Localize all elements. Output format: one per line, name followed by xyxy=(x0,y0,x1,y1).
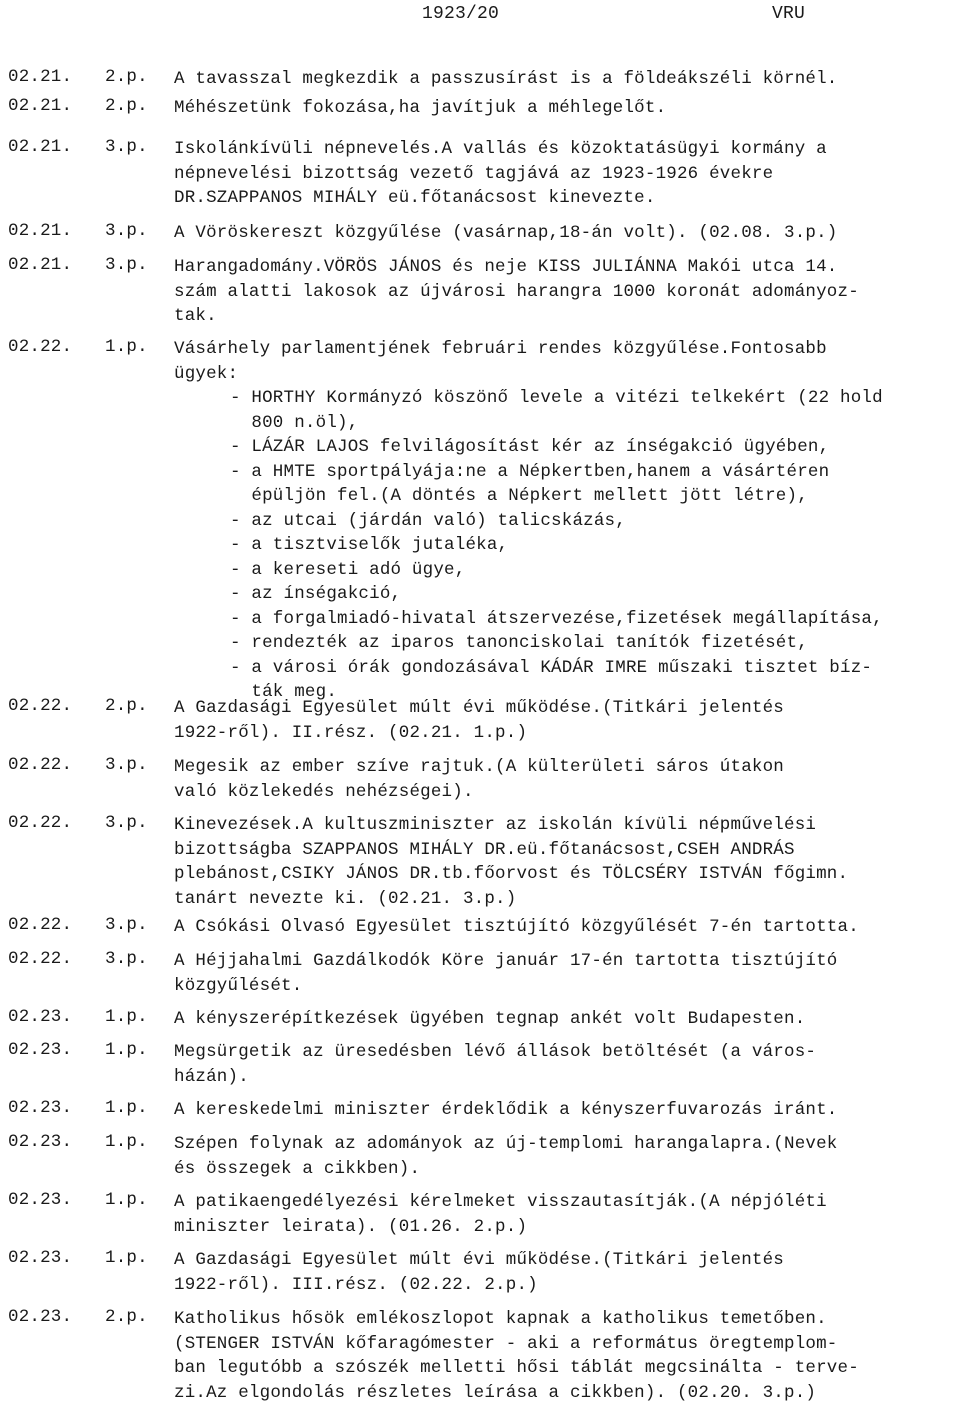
entry-line: tak. xyxy=(174,304,960,329)
entry-line: A kényszerépítkezések ügyében tegnap ankét volt Budapesten. xyxy=(174,1007,960,1032)
entry-date: 02.23. xyxy=(8,1040,72,1060)
entry-text xyxy=(174,96,960,121)
entry-text xyxy=(174,813,960,911)
entry-text xyxy=(174,1248,960,1297)
entry-page: 1.p. xyxy=(105,1190,148,1210)
entry-page: 2.p. xyxy=(105,696,148,716)
entry-text xyxy=(174,1040,960,1089)
entry-date: 02.22. xyxy=(8,337,72,357)
entry-line: Kinevezések.A kultuszminiszter az iskolán kívüli népművelési xyxy=(174,813,960,838)
entry-date: 02.21. xyxy=(8,96,72,116)
agenda-item: - LÁZÁR LAJOS felvilágosítást kér az ínségakció ügyében, xyxy=(174,435,960,460)
entry-page: 1.p. xyxy=(105,1040,148,1060)
entry-line: ban legutóbb a szószék melletti hősi táblát megcsinálta - terve- xyxy=(174,1356,960,1381)
entry-page: 2.p. xyxy=(105,1307,148,1327)
entry-date: 02.21. xyxy=(8,255,72,275)
entry-text xyxy=(174,255,960,329)
entry-date: 02.21. xyxy=(8,67,72,87)
entry-text xyxy=(174,1132,960,1181)
entry-page: 2.p. xyxy=(105,96,148,116)
entry-line: 1922-ről). III.rész. (02.22. 2.p.) xyxy=(174,1273,960,1298)
entry-date: 02.23. xyxy=(8,1098,72,1118)
entry-page: 3.p. xyxy=(105,755,148,775)
entry-line: Iskolánkívüli népnevelés.A vallás és közoktatásügyi kormány a xyxy=(174,137,960,162)
entry-text xyxy=(174,949,960,998)
entry-line: DR.SZAPPANOS MIHÁLY eü.főtanácsost kinevezte. xyxy=(174,186,960,211)
entry-page: 3.p. xyxy=(105,915,148,935)
entry-page: 3.p. xyxy=(105,137,148,157)
entry-page: 2.p. xyxy=(105,67,148,87)
entry-line: ügyek: xyxy=(174,362,960,387)
entry-page: 3.p. xyxy=(105,813,148,833)
entry-page: 1.p. xyxy=(105,1132,148,1152)
entry-line: Megsürgetik az üresedésben lévő állások betöltését (a város- xyxy=(174,1040,960,1065)
agenda-item: ták meg. xyxy=(174,680,960,705)
agenda-item: - a városi órák gondozásával KÁDÁR IMRE műszaki tisztet bíz- xyxy=(174,656,960,681)
entry-text xyxy=(174,137,960,211)
entry-text xyxy=(174,67,960,92)
entry-page: 1.p. xyxy=(105,1248,148,1268)
entry-page: 1.p. xyxy=(105,337,148,357)
entry-line: és összegek a cikkben). xyxy=(174,1157,960,1182)
entry-date: 02.22. xyxy=(8,696,72,716)
entry-line: A tavasszal megkezdik a passzusírást is a földeákszéli körnél. xyxy=(174,67,960,92)
entry-text xyxy=(174,696,960,745)
entry-date: 02.21. xyxy=(8,221,72,241)
entry-text xyxy=(174,915,960,940)
entry-line: házán). xyxy=(174,1065,960,1090)
entry-line: népnevelési bizottság vezető tagjává az 1923-1926 évekre xyxy=(174,162,960,187)
entry-page: 1.p. xyxy=(105,1007,148,1027)
entry-text xyxy=(174,1190,960,1239)
agenda-item: - az utcai (járdán való) talicskázás, xyxy=(174,509,960,534)
agenda-item: - a HMTE sportpályája:ne a Népkertben,hanem a vásártéren xyxy=(174,460,960,485)
entry-date: 02.23. xyxy=(8,1007,72,1027)
entry-line: plebánost,CSIKY JÁNOS DR.tb.főorvost és TÖLCSÉRY ISTVÁN főgimn. xyxy=(174,862,960,887)
entry-line: való közlekedés nehézségei). xyxy=(174,780,960,805)
entry-page: 3.p. xyxy=(105,221,148,241)
entry-line: Méhészetünk fokozása,ha javítjuk a méhlegelőt. xyxy=(174,96,960,121)
entry-line: 1922-ről). II.rész. (02.21. 1.p.) xyxy=(174,721,960,746)
agenda-item: épüljön fel.(A döntés a Népkert mellett jött létre), xyxy=(174,484,960,509)
entry-line: A Vöröskereszt közgyűlése (vasárnap,18-án volt). (02.08. 3.p.) xyxy=(174,221,960,246)
entry-page: 3.p. xyxy=(105,255,148,275)
entry-line: A Gazdasági Egyesület múlt évi működése.(Titkári jelentés xyxy=(174,696,960,721)
agenda-item: - az ínségakció, xyxy=(174,582,960,607)
agenda-item: - rendezték az iparos tanonciskolai tanítók fizetését, xyxy=(174,631,960,656)
page-header xyxy=(0,4,960,28)
entry-date: 02.22. xyxy=(8,915,72,935)
entry-line: A kereskedelmi miniszter érdeklődik a kényszerfuvarozás iránt. xyxy=(174,1098,960,1123)
entry-date: 02.23. xyxy=(8,1248,72,1268)
entry-line: Megesik az ember szíve rajtuk.(A külterületi sáros útakon xyxy=(174,755,960,780)
entry-line: Katholikus hősök emlékoszlopot kapnak a katholikus temetőben. xyxy=(174,1307,960,1332)
entry-line: A Gazdasági Egyesület múlt évi működése.(Titkári jelentés xyxy=(174,1248,960,1273)
entry-line: (STENGER ISTVÁN kőfaragómester - aki a református öregtemplom- xyxy=(174,1332,960,1357)
entry-date: 02.23. xyxy=(8,1190,72,1210)
entry-line: közgyűlését. xyxy=(174,974,960,999)
entry-line: A Csókási Olvasó Egyesület tisztújító közgyűlését 7-én tartotta. xyxy=(174,915,960,940)
entry-line: zi.Az elgondolás részletes leírása a cikkben). (02.20. 3.p.) xyxy=(174,1381,960,1405)
agenda-item: 800 n.öl), xyxy=(174,411,960,436)
entry-date: 02.22. xyxy=(8,813,72,833)
entry-page: 3.p. xyxy=(105,949,148,969)
entry-date: 02.23. xyxy=(8,1307,72,1327)
entry-text xyxy=(174,221,960,246)
entry-text xyxy=(174,337,960,705)
entry-line: miniszter leirata). (01.26. 2.p.) xyxy=(174,1215,960,1240)
entry-date: 02.22. xyxy=(8,949,72,969)
agenda-item: - a kereseti adó ügye, xyxy=(174,558,960,583)
entry-date: 02.22. xyxy=(8,755,72,775)
entry-line: A Héjjahalmi Gazdálkodók Köre január 17-én tartotta tisztújító xyxy=(174,949,960,974)
document-code: 1923/20 xyxy=(422,4,499,24)
entry-date: 02.23. xyxy=(8,1132,72,1152)
document-tag: VRU xyxy=(772,4,805,24)
entry-line: tanárt nevezte ki. (02.21. 3.p.) xyxy=(174,887,960,912)
entry-text xyxy=(174,1007,960,1032)
entry-line: bizottságba SZAPPANOS MIHÁLY DR.eü.főtanácsost,CSEH ANDRÁS xyxy=(174,838,960,863)
entry-date: 02.21. xyxy=(8,137,72,157)
entry-line: Szépen folynak az adományok az új-templomi harangalapra.(Nevek xyxy=(174,1132,960,1157)
entry-text xyxy=(174,755,960,804)
agenda-item: - HORTHY Kormányzó köszönő levele a vitézi telkekért (22 hold xyxy=(174,386,960,411)
agenda-item: - a forgalmiadó-hivatal átszervezése,fizetések megállapítása, xyxy=(174,607,960,632)
entry-line: A patikaengedélyezési kérelmeket visszautasítják.(A népjóléti xyxy=(174,1190,960,1215)
entry-line: Harangadomány.VÖRÖS JÁNOS és neje KISS JULIÁNNA Makói utca 14. xyxy=(174,255,960,280)
entry-line: szám alatti lakosok az újvárosi harangra 1000 koronát adományoz- xyxy=(174,280,960,305)
entry-line: Vásárhely parlamentjének februári rendes közgyűlése.Fontosabb xyxy=(174,337,960,362)
entry-page: 1.p. xyxy=(105,1098,148,1118)
entry-text xyxy=(174,1098,960,1123)
agenda-item: - a tisztviselők jutaléka, xyxy=(174,533,960,558)
entry-text xyxy=(174,1307,960,1405)
